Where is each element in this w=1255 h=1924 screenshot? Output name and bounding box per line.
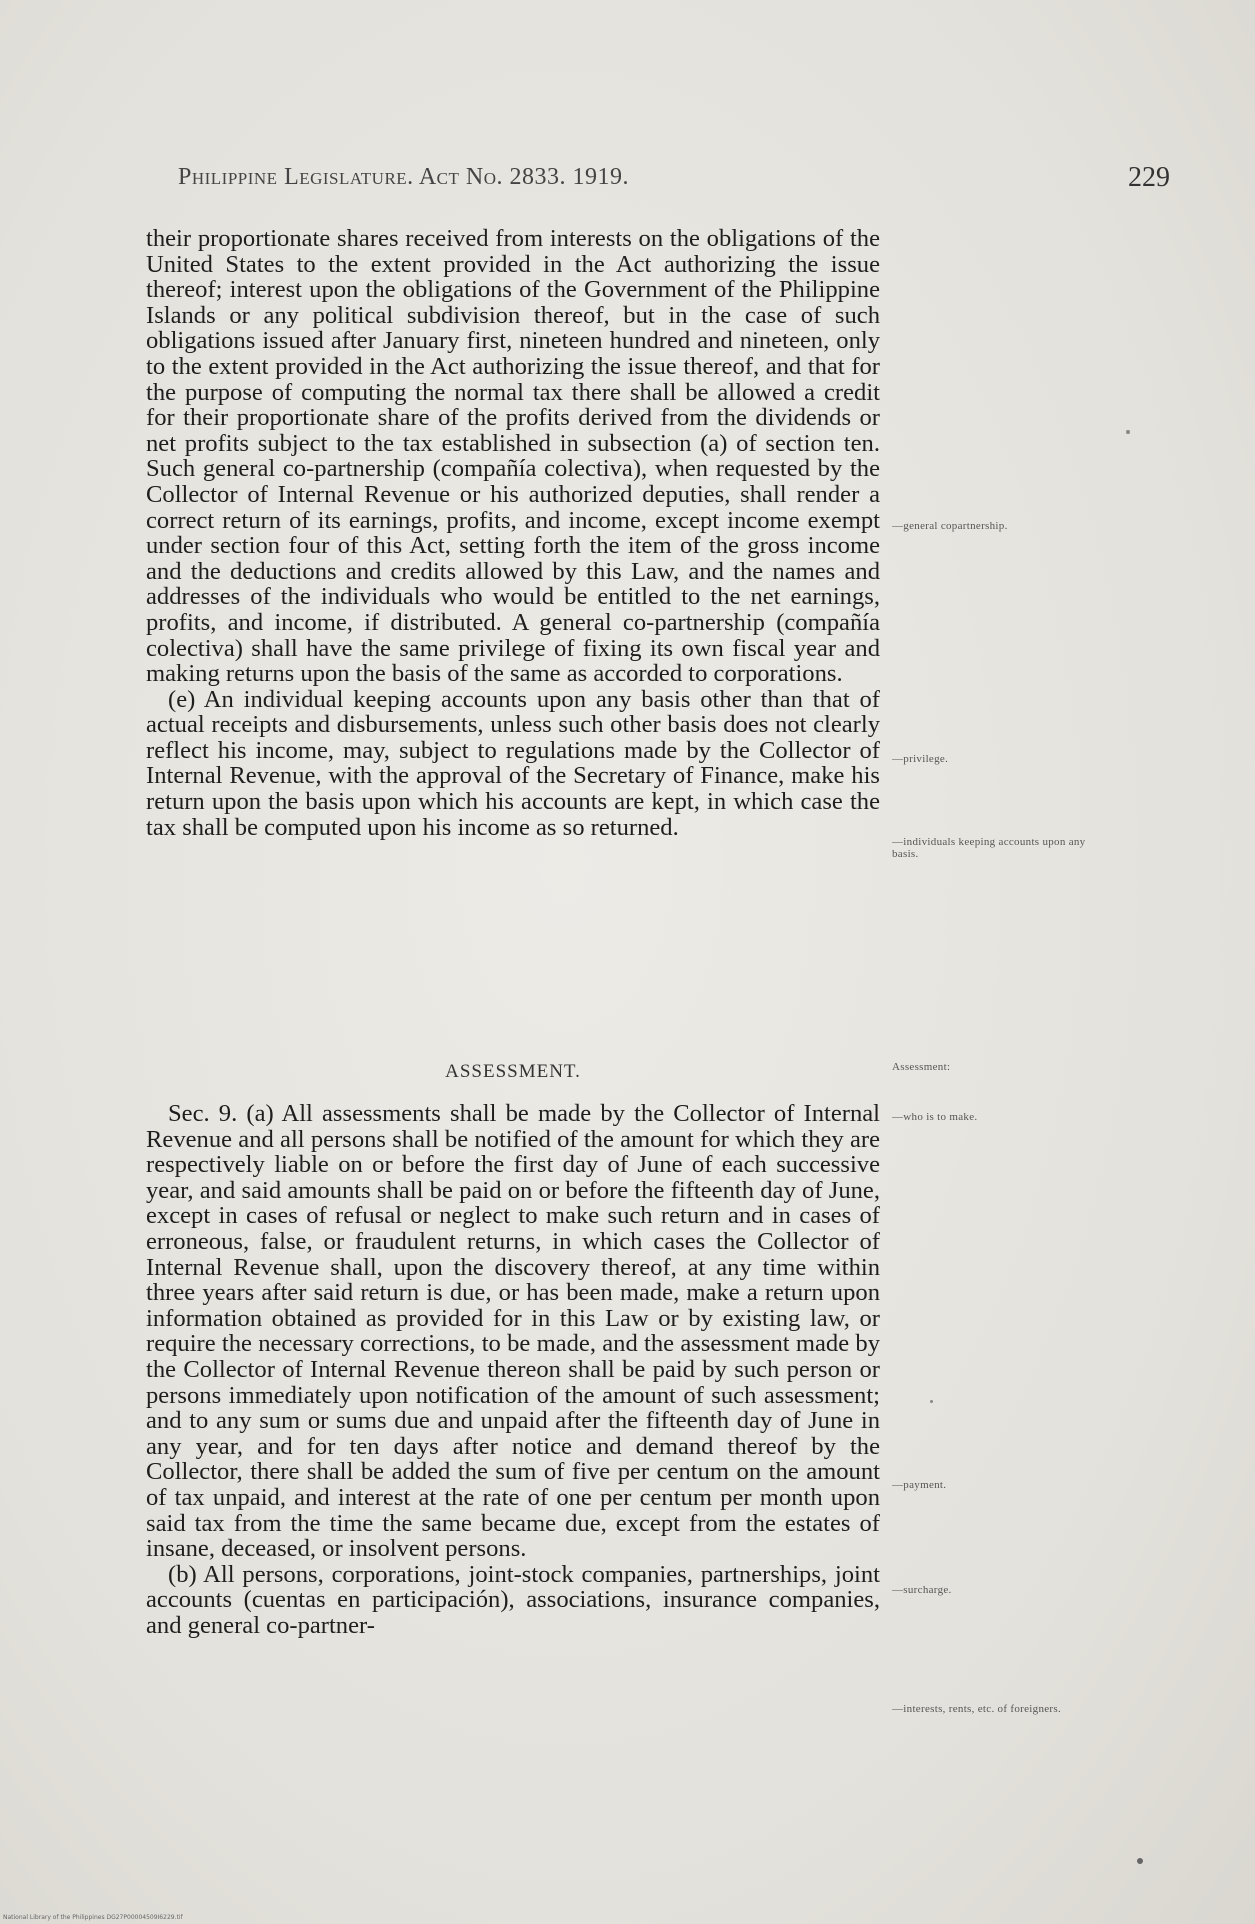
margin-note-surcharge: —surcharge. bbox=[892, 1584, 952, 1596]
scan-footer-tag: National Library of the Philippines DG27P00004509I6229.tif bbox=[3, 1914, 183, 1921]
running-head: Philippine Legislature. Act No. 2833. 1919. bbox=[178, 164, 630, 190]
paper-speck bbox=[1126, 430, 1130, 434]
paragraph-continuation: their proportionate shares received from interests on the obligations of the United States to the extent provided in the Act authorizing the issue thereof; interest upon the obligations of the Government of the Philippine Islands or any political subdivision thereof, but in the case of such obligations issued after January first, nineteen hundred and nineteen, only to the extent provided in the Act authorizing the issue thereof, and that for the purpose of computing the normal tax there shall be allowed a credit for their proportionate share of the profits derived from the dividends or net profits subject to the tax established in subsection (a) of section ten. Such general co-partnership (compañía colectiva), when requested by the Collector of Internal Revenue or his authorized deputies, shall render a correct return of its earnings, profits, and income, except income exempt under section four of this Act, setting forth the item of the gross income and the deductions and credits allowed by this Law, and the names and addresses of the individuals who would be entitled to the net earnings, profits, and income, if distributed. A general co-partnership (compañía colectiva) shall have the same privilege of fixing its own fiscal year and making returns upon the basis of the same as accorded to corporations. bbox=[146, 225, 880, 688]
paper-speck bbox=[1137, 1858, 1143, 1864]
margin-note-individuals: —individuals keeping accounts upon any basis. bbox=[892, 836, 1086, 860]
body-text-upper bbox=[146, 226, 880, 840]
margin-note-interests-rents: —interests, rents, etc. of foreigners. bbox=[892, 1703, 1062, 1715]
paragraph-e: (e) An individual keeping accounts upon any basis other than that of actual receipts and disbursements, unless such other basis does not clearly reflect his income, may, subject to regulations made by the Collector of Internal Revenue, with the approval of the Secretary of Finance, make his return upon the basis upon which his accounts are kept, in which case the tax shall be computed upon his income as so returned. bbox=[146, 685, 880, 841]
body-text-lower bbox=[146, 1101, 880, 1638]
section-heading-assessment: ASSESSMENT. bbox=[445, 1061, 581, 1082]
margin-note-who-is-to-make: —who is to make. bbox=[892, 1111, 978, 1123]
margin-note-assessment: Assessment: bbox=[892, 1061, 951, 1073]
margin-note-privilege: —privilege. bbox=[892, 753, 949, 765]
paper-speck bbox=[930, 1400, 933, 1403]
paragraph-sec-9-a: Sec. 9. (a) All assessments shall be made by the Collector of Internal Revenue and all persons shall be notified of the amount for which they are respectively liable on or before the first day of June of each successive year, and said amounts shall be paid on or before the fifteenth day of June, except in cases of refusal or neglect to make such return and in cases of erroneous, false, or fraudulent returns, in which cases the Collector of Internal Revenue shall, upon the discovery thereof, at any time within three years after said return is due, or has been made, make a return upon information obtained as provided for in this Law or by existing law, or require the necessary corrections, to be made, and the assessment made by the Collector of Internal Revenue thereon shall be paid by such person or persons immediately upon notification of the amount of such assessment; and to any sum or sums due and unpaid after the fifteenth day of June in any year, and for ten days after notice and demand thereof by the Collector, there shall be added the sum of five per centum on the amount of tax unpaid, and interest at the rate of one per centum per month upon said tax from the time the same became due, except from the estates of insane, deceased, or insolvent persons. bbox=[146, 1100, 880, 1563]
margin-note-payment: —payment. bbox=[892, 1479, 947, 1491]
margin-note-general-copartnership: —general copartnership. bbox=[892, 520, 1008, 532]
paragraph-b: (b) All persons, corporations, joint-stock companies, partnerships, joint accounts (cuentas en participación), associations, insurance companies, and general co-partner- bbox=[146, 1560, 880, 1639]
page-number: 229 bbox=[1128, 162, 1170, 193]
